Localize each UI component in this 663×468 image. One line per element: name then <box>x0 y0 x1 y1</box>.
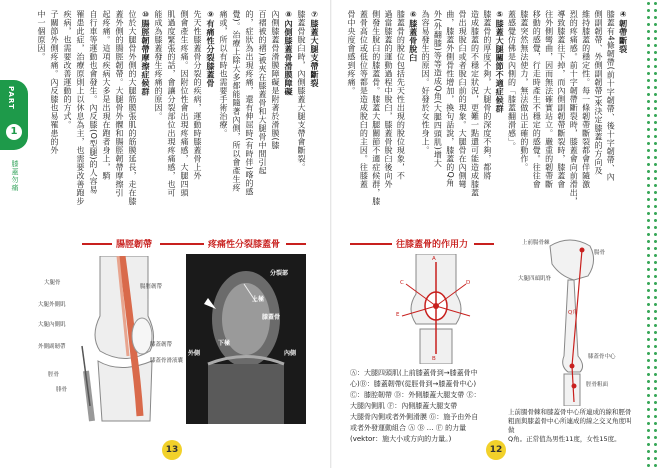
body-text-column: 造成膝蓋的不穩定狀況，更難一點還可能造成膝蓋 <box>470 10 480 197</box>
force-label-d: D <box>466 280 471 286</box>
fig3-caption-line: 大腿內側肌 Ⓕ：內側膝蓋大腿支帶 <box>350 402 458 410</box>
body-text-column: 先天性膝蓋骨分裂的疾病，運動時膝蓋骨上外 <box>193 10 202 180</box>
body-text-column: 蓋外側的腸脛韌帶。大腿骨外髁和腸脛韌帶摩擦引 <box>115 10 124 197</box>
body-text-column: 的，症狀為出現疼痛，還有伸屈時(有時伴)喀的感 <box>245 10 254 196</box>
xray-label-upper: 上極 <box>252 296 265 303</box>
body-text-column: 烈的疼痛感。前十字韌帶斷裂時，膝蓋會向前滑出， <box>569 10 579 206</box>
fig3-caption-line: Ⓒ：膝腔韌帶 Ⓓ：外側膝蓋大腿支帶 Ⓔ： <box>350 391 481 399</box>
label-tibia: 脛骨 <box>48 372 60 378</box>
section-heading: ⑩腸脛韌帶摩擦症候群 <box>141 10 150 96</box>
fig4-caption-line: 粗面與膝蓋骨中心所連成的線之交叉角度叫做 <box>508 417 632 434</box>
label-ilium: 腸骨 <box>594 250 606 256</box>
patella-shape <box>132 318 152 354</box>
body-text-column: 蓋感覺仿佛是內側的「膝蓋翻滑感」。 <box>507 10 517 151</box>
page-number-left: 13 <box>162 440 182 460</box>
body-text-column: 子關節外側疼痛。內反膝也易罹患的外 <box>50 10 59 155</box>
section-heading: ④韌帶斷裂 <box>618 10 628 54</box>
body-text-column: 膝蓋骨脫臼時，內側膝蓋大腿支帶會斷裂。 <box>297 10 306 172</box>
fig3-caption-line: 或者外發運動組合 Ⓐ Ⓑ … Ⓕ 的力量 <box>350 424 467 432</box>
body-text-column: 膝蓋有4條韌帶(前十字韌帶、後十字韌帶、內 <box>606 10 616 181</box>
xray-label-split: 分裂部 <box>270 270 289 277</box>
label-great-trochanter: 大腿四頭肌脊 <box>518 276 552 282</box>
label-patella-ligament: 膝蓋韌帶 <box>150 342 173 348</box>
fig2-title-bar-left <box>186 243 204 245</box>
label-tibial-tuberosity: 脛骨粗面 <box>586 382 609 388</box>
patella-forces-diagram <box>386 254 486 364</box>
fig3-caption-line: 大腿骨內側或者外側滑膜 Ⓖ：施予由外自 <box>350 413 479 421</box>
body-text-column: 肌過度緊張的話，會讓分裂部位出現疼痛感，也可 <box>167 10 176 197</box>
body-text-column: 外(外翻膝)等等造成Q角(大腿四頭肌)增大 <box>433 10 443 168</box>
fig1-title: 腸脛韌帶 <box>116 240 153 250</box>
force-label-a: A <box>432 256 436 262</box>
body-text-column: 能成為膝蓋發生疼痛的原因。 <box>154 10 163 121</box>
label-asis: 上前腸骨棘 <box>522 240 550 246</box>
chapter-subtitle: 膝蓋勿痛 <box>11 160 19 192</box>
xray-label-lower: 下極 <box>218 340 231 347</box>
fig3-caption-line: 心)Ⓑ：膝蓋韌帶(從脛骨到→膝蓋骨中心) <box>350 380 477 388</box>
section-heading: ⑥膝蓋骨脫臼 <box>408 10 418 62</box>
xray-label-patella: 膝蓋骨 <box>262 314 281 321</box>
label-lcl: 外側副韌帶 <box>38 344 66 350</box>
body-text-column: 罹患此症，治療原則上以休息為主，也需要改善跑步 <box>76 10 85 206</box>
fig4-caption-line: Q角。正常值為男性11度，女性15度。 <box>508 435 621 443</box>
body-text-column: 往外側彎曲，因而無法確實站立。嚴重的韌帶斷 <box>544 10 554 189</box>
body-text-column: 維持膝蓋的穩定性。每一條韌帶斷裂都會伴隨激 <box>581 10 591 189</box>
fig3-caption-line: Ⓐ：大腿四頭肌(上前膝蓋骨到→膝蓋骨中 <box>350 369 478 377</box>
xray-image <box>186 254 306 424</box>
body-text-column: 位於大腿骨外側的大腿筋膜張肌的筋膜延長，走在膝 <box>128 10 137 206</box>
part-number: 1 <box>6 124 22 140</box>
body-text-column: 蓋骨高位或低位等都是造成脫臼的主因。往膝蓋 <box>359 10 369 189</box>
body-text-column: 覺)。治療上除大多都能隨著內側，所以會產生疼 <box>232 10 241 193</box>
page-number-right: 12 <box>486 440 506 460</box>
body-text-column: 曲，膝蓋外側骨性增加，換句話說，膝蓋的Q角 <box>445 10 455 187</box>
label-bursa: 膝蓋骨滑液囊 <box>150 358 184 364</box>
fig3-title-bar-right <box>474 243 494 245</box>
fig2-title: 疼痛性分裂膝蓋骨 <box>208 240 281 250</box>
body-text-column: 側發生脫臼的膝蓋骨。膝蓋大腿關節不適症候群，膝 <box>371 10 381 206</box>
label-vastus-medialis: 大腿內側肌 <box>38 322 66 328</box>
body-text-column: 骨出現脫臼或者脫臼前的現象。大腿骨在內側彎 <box>458 10 468 189</box>
xray-label-medial: 內側 <box>284 350 297 357</box>
label-itb: 腸脛韌帶 <box>140 284 163 290</box>
fig3-title: 往膝蓋骨的作用力 <box>396 240 469 250</box>
body-text-column: 為容易發生的原因。好發於女性身上。 <box>421 10 431 155</box>
force-label-c: C <box>400 280 404 286</box>
decorative-dot-strip <box>645 0 659 468</box>
label-vastus-lateralis: 大腿外側肌 <box>38 302 66 308</box>
label-femur: 大腿骨 <box>44 280 61 286</box>
body-text-column: 過當膝蓋的運動過程中脫臼，膝蓋骨脫臼後向外 <box>384 10 394 189</box>
fig4-caption-line: 上前腸骨棘和膝蓋骨中心所連成的線和脛骨 <box>508 408 632 416</box>
label-q-angle: Q角 <box>568 310 578 316</box>
force-label-e: E <box>396 312 400 318</box>
fig1-title-bar-left <box>82 243 112 245</box>
body-text-column: 百褶被的褶)被夾在膝蓋骨和大腿骨中間引起 <box>258 10 267 176</box>
body-text-column: 移動的感覺，行走時產生不穩定的感覺。往往會 <box>532 10 542 189</box>
body-text-column: 膝蓋突然無法使力，無法做出正確的動作。 <box>519 10 529 172</box>
fig4-caption <box>508 408 636 444</box>
body-text-column: 中一個原因。 <box>37 10 46 61</box>
fig3-caption-line: (vektor：施大小或方向的力量。) <box>350 435 452 443</box>
body-text-column: 疾病，也需要改善運動的方式。 <box>63 10 72 129</box>
fig3-title-bar-left <box>350 243 392 245</box>
label-fibula: 腓骨 <box>56 387 68 393</box>
label-patella-center: 膝蓋骨中心 <box>588 354 616 360</box>
part-label: PART <box>7 86 15 110</box>
body-text-column: 痛或，所以有時也需要手術治療。 <box>219 10 228 138</box>
body-text-column: 導致膝蓋往下掉，而內側副韌帶斷裂時，膝蓋會 <box>556 10 566 189</box>
body-text-column: 起疼痛。這項疾病大多是出現在跑者身上，騎 <box>102 10 111 180</box>
fig2-title-bar-right <box>286 243 306 245</box>
tibia-shape <box>98 361 152 421</box>
body-text-column: 側會產生疼痛。因附位性會出現疼痛感，大腿四頭 <box>180 10 189 197</box>
body-text-column: 膝蓋骨的厚度不夠，大腿骨的深度不夠，都將 <box>482 10 492 180</box>
section-heading: ⑧內側膝蓋骨滑膜障礙 <box>284 10 293 96</box>
body-text-column: 內側膝蓋骨滑膜障礙是附著於滑膜(膝 <box>271 10 280 150</box>
body-text-column: 骨中央度會感到疼痛。 <box>347 10 356 95</box>
section-heading: ⑤膝蓋大腿關節不適症候群 <box>495 10 505 113</box>
section-heading: ⑨有痛性分裂膝蓋骨 <box>206 10 215 88</box>
body-text-column: 自行車等運動也會發生。內反膝(O型腿)的人容易 <box>89 10 98 195</box>
force-label-b: B <box>432 356 436 362</box>
body-text-column: 膝蓋骨的脫位包括先天性出現的脫位現象，不 <box>396 10 406 180</box>
xray-label-lateral: 外側 <box>188 350 201 357</box>
book-spine <box>330 0 332 468</box>
section-heading: ⑦膝蓋大腿支帶斷裂 <box>310 10 319 88</box>
fig3-caption <box>350 368 500 445</box>
body-text-column: 側副韌帶、外側副韌帶)來決定膝蓋的方向及 <box>593 10 603 176</box>
